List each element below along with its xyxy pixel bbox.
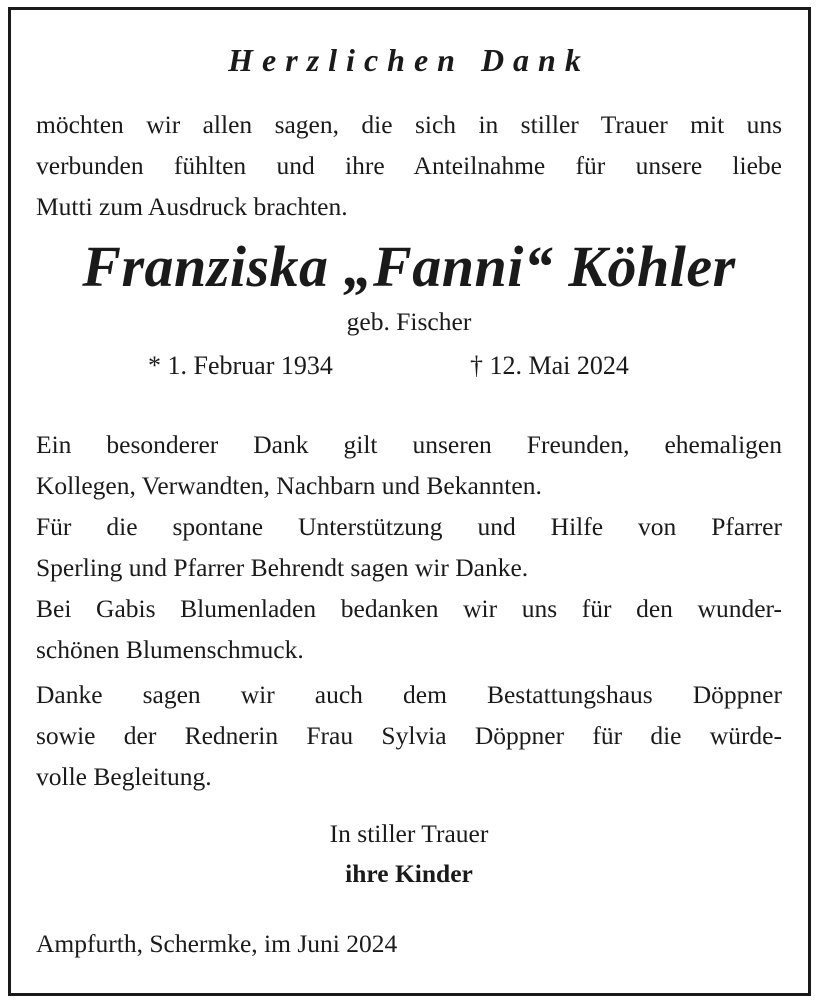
paragraph-line: Danke sagen wir auch dem Bestattungshaus Döppner — [36, 680, 782, 709]
intro-line: verbunden fühlten und ihre Anteilnahme für unsere liebe — [36, 151, 782, 180]
paragraph-line: schönen Blumenschmuck. — [36, 635, 304, 664]
intro-paragraph — [36, 104, 782, 227]
place-and-date: Ampfurth, Schermke, im Juni 2024 — [36, 929, 398, 958]
birth-date: * 1. Februar 1934 — [148, 351, 333, 380]
intro-line: Mutti zum Ausdruck brachten. — [36, 192, 348, 221]
thanks-paragraph-funeral-home — [36, 674, 782, 797]
notice-heading: Herzlichen Dank — [228, 42, 590, 78]
thanks-paragraph-friends — [36, 424, 782, 506]
paragraph-line: Für die spontane Unterstützung und Hilfe von Pfarrer — [36, 512, 782, 541]
maiden-name: geb. Fischer — [346, 307, 472, 336]
intro-line: möchten wir allen sagen, die sich in stiller Trauer mit uns — [36, 110, 782, 139]
thanks-paragraph-pastors — [36, 506, 782, 588]
closing-phrase: In stiller Trauer — [329, 819, 489, 848]
paragraph-line: Kollegen, Verwandten, Nachbarn und Bekannten. — [36, 471, 542, 500]
thanks-paragraph-florist — [36, 588, 782, 670]
paragraph-line: Sperling und Pfarrer Behrendt sagen wir Danke. — [36, 553, 529, 582]
deceased-name: Franziska „Fanni“ Köhler — [82, 234, 736, 299]
paragraph-line: Bei Gabis Blumenladen bedanken wir uns für den wunder- — [36, 594, 782, 623]
death-date: † 12. Mai 2024 — [470, 351, 629, 380]
closing-block — [0, 814, 818, 894]
paragraph-line: volle Begleitung. — [36, 762, 212, 791]
paragraph-line: sowie der Rednerin Frau Sylvia Döppner für die würde- — [36, 721, 782, 750]
signature-family: ihre Kinder — [345, 859, 473, 888]
paragraph-line: Ein besonderer Dank gilt unseren Freunden, ehemaligen — [36, 430, 782, 459]
